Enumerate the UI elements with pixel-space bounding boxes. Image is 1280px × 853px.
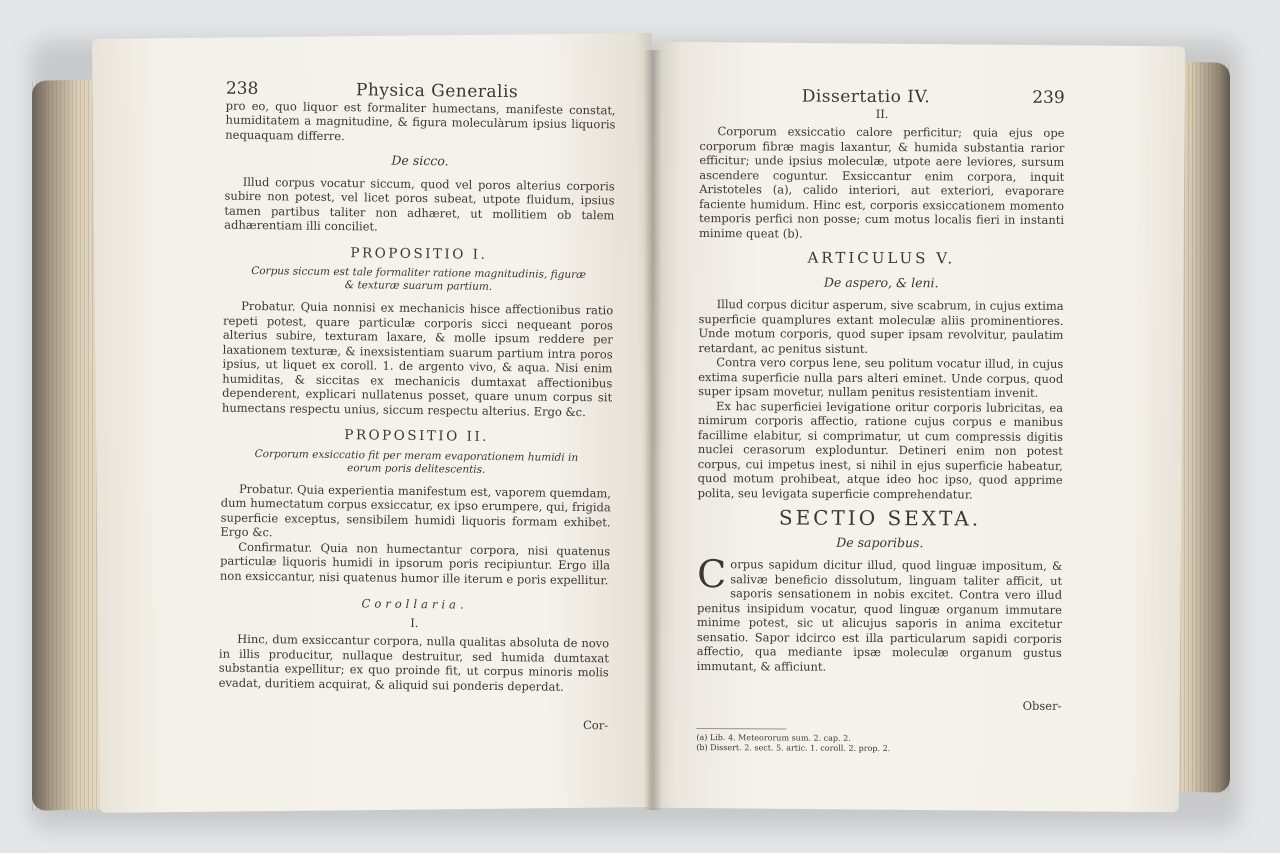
running-title-left: Physica Generalis bbox=[355, 80, 519, 103]
propositio-2-proof: Probatur. Quia experientia manifestum est, vaporem quemdam, dum humectatum corpus exsiccatur, ex ipso erumpere, qui, frigida superficie exceptus, sensibilem humidi liquoris formam exhibet. Ergo &c. bbox=[220, 481, 612, 540]
paragraph-saporibus-text: orpus sapidum dicitur illud, quod linguæ impositum, & salivæ beneficio dissolutum, linguam taliter afficit, ut saporis sensationem in nobis excitet. Contra vero illud penitus insipidum vocatur, quod linguæ organum immutare minime potest, sic ut alicujus saporis in anima excitetur sensatio. Sapor idcirco est illa particularum sapidi corporis affectio, qua mediante ipsæ moleculæ organum gustus immutant, & afficiunt. bbox=[696, 557, 1063, 674]
book-gutter bbox=[644, 50, 662, 810]
footnote-b: (b) Dissert. 2. sect. 5. artic. 1. coroll. 2. prop. 2. bbox=[696, 742, 891, 753]
corollaria-heading: Corollaria. bbox=[361, 596, 468, 612]
page-number-right: 239 bbox=[1032, 87, 1065, 108]
propositio-1-proof: Probatur. Quia nonnisi ex mechanicis hisce affectionibus ratio repeti potest, quare particulæ corporis sicci nequeant poros alterius subire, texturam laxare, & molle ipsum reddere per laxationem texturæ, & inexsistentiam suarum partium intra poros ipsius, ut liquet ex coroll. 1. de argento vivo, & aqua. Nisi enim humiditas, & siccitas ex mechanicis dumtaxat affectionibus dependerent, explicari nullatenus posset, quare unum corpus sit humectans respectu unius, siccum respectu alterius. Ergo &c. bbox=[221, 298, 614, 419]
footnote-rule bbox=[696, 728, 786, 729]
propositio-2-statement: Corporum exsiccatio fit per meram evaporationem humidi in eorum poris delitescentis. bbox=[254, 447, 579, 476]
propositio-2-title: PROPOSITIO II. bbox=[344, 427, 490, 445]
running-title-right: Dissertatio IV. bbox=[801, 86, 931, 108]
right-page-text bbox=[696, 86, 1065, 754]
corollary-text: Hinc, dum exsiccantur corpora, nulla qualitas absoluta de novo in illis producitur, nullaque destruitur, sed humida dumtaxat substantia expellitur; ex quo proinde fit, ut corpus minoris molis evadat, duritiem acquirat, & aliquid sui ponderis deperdat. bbox=[218, 631, 610, 694]
left-page-text bbox=[218, 78, 616, 733]
catchword-right: Obser- bbox=[1022, 698, 1062, 713]
propositio-1-title: PROPOSITIO I. bbox=[350, 244, 488, 263]
footnotes bbox=[696, 728, 1061, 755]
propositio-1-statement: Corpus siccum est tale formaliter ratione magnitudinis, figuræ & texturæ suarum partium. bbox=[251, 264, 587, 293]
paragraph-saporibus bbox=[696, 552, 1063, 675]
intro-paragraph: pro eo, quo liquor est formaliter humectans, manifeste constat, humiditatem a magnitudine, & figura moleculàrum ipsius liquoris nequaquam differre. bbox=[225, 98, 616, 143]
footnote-a: (a) Lib. 4. Meteororum sum. 2. cap. 2. bbox=[696, 732, 851, 743]
catchword-left: Cor- bbox=[582, 718, 609, 733]
page-number-left: 238 bbox=[225, 78, 259, 100]
paragraph-asperum: Illud corpus dicitur asperum, sive scabrum, in cujus extima superficie quamplures extant moleculæ aliis prominentiores. Unde motum corporis, quod super ipsam revolvitur, paulatim retardant, ac penitus sistunt. bbox=[698, 297, 1064, 356]
paragraph-sicco: Illud corpus vocatur siccum, quod vel poros alterius corporis subire non potest, vel licet poros subeat, utpote fluidum, ipsius tamen partibus taliter non adhæret, ut mollitiem ob talem adhærentiam illi conciliet. bbox=[224, 174, 615, 234]
articulus-heading: ARTICULUS V. bbox=[807, 248, 956, 268]
sectio-heading: SECTIO SEXTA. bbox=[778, 505, 982, 531]
heading-de-sicco: De sicco. bbox=[391, 152, 449, 169]
articulus-subheading: De aspero, & leni. bbox=[823, 274, 939, 290]
confirmatur-paragraph: Confirmatur. Quia non humectantur corpora, nisi quatenus particulæ liquoris humidi in ipsorum poris recipiuntur. Ergo illa non exsiccantur, nisi quatenus humor ille iterum e poris expellitur. bbox=[219, 539, 611, 587]
paragraph-lene: Contra vero corpus lene, seu politum vocatur illud, in cujus extima superficie nulla pars alteri eminet. Unde corpus, quod super ipsam movetur, nullam penitus resistentiam invenit. bbox=[698, 355, 1064, 400]
right-running-head bbox=[700, 86, 1065, 108]
paragraph-ii: Corporum exsiccatio calore perficitur; quia ejus ope corporum fibræ magis laxantur, & humida substantia rarior efficitur; unde ipsius moleculæ, utpote aere leviores, sursum ascendere coguntur. Exsiccantur enim corpora, inquit Aristoteles (a), calido interiori, aut exteriori, evaporare faciente humidum. Hinc est, corporis exsiccationem momento temporis perfici non posse; cum motus localis fieri in instanti minime queat (b). bbox=[698, 124, 1065, 241]
drop-capital: C bbox=[697, 552, 727, 597]
paragraph-lubricitas: Ex hac superficiei levigatione oritur corporis lubricitas, ea nimirum corporis affectio, ratione cujus corpus e manibus facillime elabitur, si comprimatur, ut cum compressis digitis nuclei cerasorum exploduntur. Detineri enim non potest corpus, cui impetus inest, si nihil in ejus superficie habeatur, quod motum prohibeat, atque ideo hoc ipso, quod apprime polita, seu levigata superficie comprehendatur. bbox=[697, 398, 1064, 501]
sectio-subheading: De saporibus. bbox=[836, 534, 924, 550]
section-number-ii: II. bbox=[875, 106, 889, 121]
corollary-number: I. bbox=[410, 615, 419, 630]
